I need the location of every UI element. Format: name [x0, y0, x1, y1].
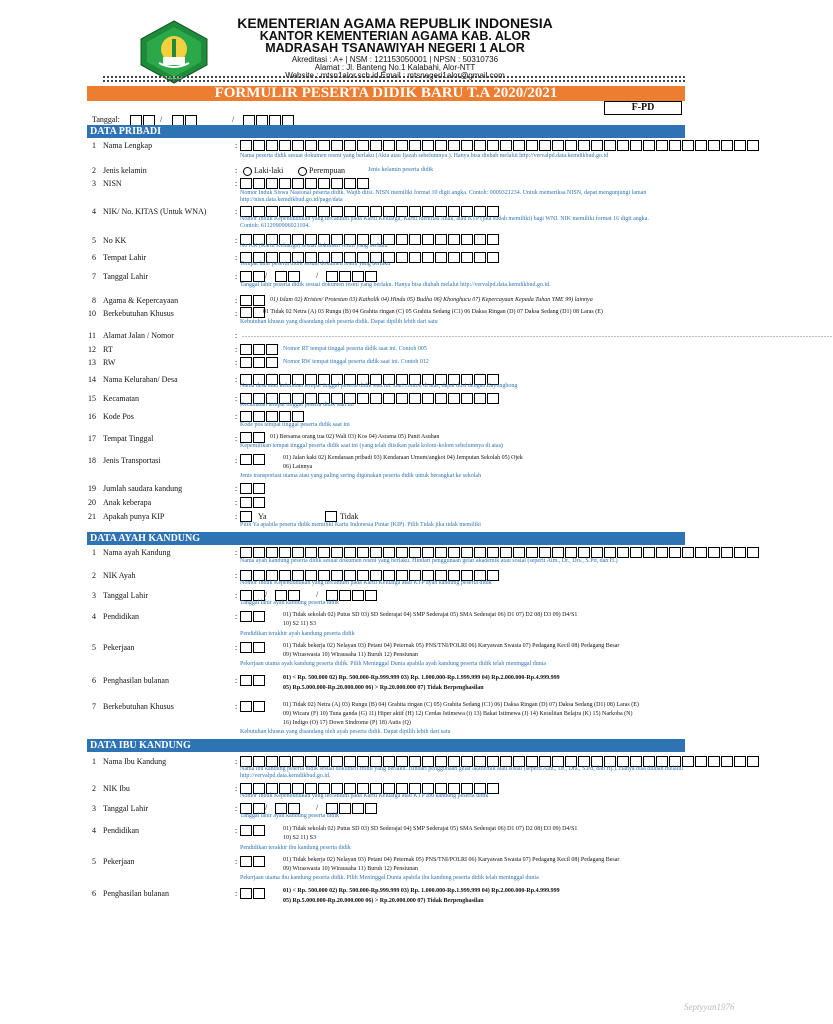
pendidikan-ibu-label: Pendidikan: [103, 826, 139, 835]
date-slash: /: [265, 271, 268, 280]
watermark: Septyyan1976: [684, 1002, 735, 1012]
field-number: 5: [92, 643, 96, 652]
colon: :: [235, 484, 238, 493]
school-title: MADRASAH TSANAWIYAH NEGERI 1 ALOR: [265, 41, 525, 55]
contact-line: Website : mtsn1alor.sch.id Email : mtsnegeri1alor@gmail.com: [285, 71, 505, 80]
svg-text:KEMENTERIAN AGAMA: KEMENTERIAN AGAMA: [149, 75, 199, 80]
rt-hint: Nomor RT tempat tinggal peserta didik saat ini. Contoh 005: [283, 346, 427, 352]
colon: :: [235, 498, 238, 507]
field-number: 14: [88, 375, 96, 384]
berkebutuhan-ayah-options-3: 16) Indigo (O) 17) Down Sindrome (P) 18) Autis (Q): [283, 720, 411, 726]
field-number: 2: [92, 571, 96, 580]
field-number: 7: [92, 272, 96, 281]
pendidikan-ayah-options-2: 10) S2 11) S3: [283, 621, 316, 627]
transportasi-hint: Jenis transportasi utama atau yang paling sering digunakan peserta didik untuk berangkat ke sekolah: [240, 473, 482, 479]
nisn-hint: Nomor Induk Siswa Nasional peserta didik. Wajib diisi. NISN memiliki format 10 digit angka. Contoh: 0009321234. Untuk memeriksa NISN, dapat mengunjungi laman http://nisn.data.kemdikbud.go.id/page/data: [240, 190, 647, 203]
field-number: 1: [92, 548, 96, 557]
kip-ya-label: Ya: [258, 512, 267, 521]
colon: :: [235, 591, 238, 600]
section-data-ibu: DATA IBU KANDUNG: [87, 739, 685, 752]
agama-options: 01) Islam 02) Kristen/ Protestan 03) Katholik 04) Hindu 05) Budha 06) Khonghucu 07) Kepercayaan Kepada Tuhan YME 99) lainnya: [270, 297, 593, 303]
jumlah-saudara-label: Jumlah saudara kandung: [103, 484, 183, 493]
field-number: 3: [92, 804, 96, 813]
kode-pos-label: Kode Pos: [103, 412, 134, 421]
radio-icon[interactable]: [298, 167, 307, 176]
agama-boxes[interactable]: [240, 295, 266, 306]
jenis-kelamin-label: Jenis kelamin: [103, 166, 147, 175]
field-number: 19: [88, 484, 96, 493]
transportasi-label: Jenis Transportasi: [103, 456, 161, 465]
colon: :: [235, 394, 238, 403]
field-number: 6: [92, 676, 96, 685]
field-number: 15: [88, 394, 96, 403]
berkebutuhan-ayah-label: Berkebutuhan Khusus: [103, 702, 174, 711]
berkebutuhan-hint: Kebutuhan khusus yang disandang oleh peserta didik. Dapat dipilih lebih dari satu: [240, 319, 438, 325]
tempat-tinggal-options: 01) Bersama orang tua 02) Wali 03) Kos 04) Asrama 05) Panti Asuhan: [270, 434, 440, 440]
accreditation-line: Akreditasi : A+ | NSM : 121153050001 | NPSN : 50310736: [291, 55, 499, 64]
tanggal-lahir-hint: Tanggal lahir peserta didik sesuai dokumen resmi yang berlaku. Hanya bisa diubah melalui http://vervalpd.data.kemdikbud.go.id.: [240, 282, 551, 288]
nama-lengkap-hint: Nama peserta didik sesuai dokumen resmi yang berlaku (Akta atau Ijazah sebelumnya ). Hanya bisa diubah melalui http://vervalpd.data.kemdikbud.go.id: [240, 153, 609, 159]
field-number: 1: [92, 141, 96, 150]
transportasi-options: 01) Jalan kaki 02) Kendaraan pribadi 03) Kendaraan Umum/angkot 04) Jemputan Sekolah 05) Ojek: [283, 455, 523, 461]
address-line: Alamat : Jl. Banteng No.1 Kalabahi, Alor-NTT: [314, 63, 476, 72]
field-number: 3: [92, 179, 96, 188]
no-kk-label: No KK: [103, 236, 127, 245]
field-number: 2: [92, 784, 96, 793]
date-slash: /: [232, 115, 235, 124]
nama-lengkap-label: Nama Lengkap: [103, 141, 153, 150]
anak-keberapa-label: Anak keberapa: [103, 498, 152, 507]
alamat-fill-line[interactable]: .....................................................................................................................................................................................................: [242, 330, 833, 339]
pekerjaan-ayah-boxes[interactable]: [240, 642, 266, 653]
pekerjaan-ayah-hint: Pekerjaan utama ayah kandung peserta didik. Pilih Meninggal Dunia apabila ayah kandung peserta didik telah meninggal dunia: [240, 661, 547, 667]
pendidikan-ayah-boxes[interactable]: [240, 611, 266, 622]
pekerjaan-ibu-options-2: 09) Wiraswasta 10) Wirausaha 11) Buruh 12) Pensiunan: [283, 866, 418, 872]
transportasi-boxes[interactable]: [240, 454, 266, 465]
section-data-pribadi: DATA PRIBADI: [87, 125, 685, 138]
tempat-lahir-label: Tempat Lahir: [103, 253, 147, 262]
agama-label: Agama & Kepercayaan: [103, 296, 179, 305]
rt-boxes[interactable]: [240, 344, 279, 355]
field-number: 10: [88, 309, 96, 318]
tempat-tinggal-hint: Kepemilikan tempat tinggal peserta didik saat ini (yang telah diisikan pada kolom-kolom sebelumnya di atas): [240, 443, 503, 449]
penghasilan-ayah-options: 01) < Rp. 500.000 02) Rp. 500.000-Rp.999.999 03) Rp. 1.000.000-Rp.1.999.999 04) Rp.2.000.000-Rp.4.999.999: [283, 675, 560, 681]
penghasilan-ibu-options: 01) < Rp. 500.000 02) Rp. 500.000-Rp.999.999 03) Rp. 1.000.000-Rp.1.999.999 04) Rp.2.000.000-Rp.4.999.999: [283, 888, 560, 894]
field-number: 4: [92, 612, 96, 621]
field-number: 21: [88, 512, 96, 521]
nik-ibu-label: NIK Ibu: [103, 784, 130, 793]
nik-ayah-hint: Nomor Induk Kependudukan yang tercantum pada Kartu Keluarga atau KTP ayah kandung peserta didik: [240, 580, 492, 586]
colon: :: [235, 456, 238, 465]
nisn-label: NISN: [103, 179, 122, 188]
colon: :: [235, 571, 238, 580]
colon: :: [235, 412, 238, 421]
field-number: 5: [92, 857, 96, 866]
pendidikan-ayah-label: Pendidikan: [103, 612, 139, 621]
field-number: 16: [88, 412, 96, 421]
kecamatan-label: Kecamatan: [103, 394, 139, 403]
kip-label: Apakah punya KIP: [103, 512, 165, 521]
anak-keberapa-boxes[interactable]: [240, 497, 266, 508]
pendidikan-ibu-boxes[interactable]: [240, 825, 266, 836]
berkebutuhan-ayah-options: 01) Tidak 02) Netra (A) 03) Rungu (B) 04) Grahita ringan (C) 05) Grahita Sedang (C1) 06) Daksa Ringan (D) 07) Daksa Sedang (D1) 08) Laras (E): [283, 702, 639, 708]
kode-pos-hint: Kode pos tempat tinggal peserta didik saat ini: [240, 422, 350, 428]
nama-ayah-boxes[interactable]: [240, 547, 760, 558]
colon: :: [235, 757, 238, 766]
penghasilan-ayah-boxes[interactable]: [240, 675, 266, 686]
field-number: 5: [92, 236, 96, 245]
colon: :: [235, 141, 238, 150]
colon: :: [235, 207, 238, 216]
date-slash: /: [160, 115, 163, 124]
field-number: 12: [88, 345, 96, 354]
penghasilan-ayah-label: Penghasilan bulanan: [103, 676, 169, 685]
header-divider: [103, 76, 685, 78]
penghasilan-ibu-label: Penghasilan bulanan: [103, 889, 169, 898]
colon: :: [235, 804, 238, 813]
nama-lengkap-boxes[interactable]: [240, 140, 760, 151]
jenis-kelamin-hint: Jenis kelamin peserta didik: [368, 167, 434, 173]
field-number: 3: [92, 591, 96, 600]
colon: :: [235, 331, 238, 340]
pekerjaan-ibu-label: Pekerjaan: [103, 857, 135, 866]
form-code: F-PD: [604, 101, 682, 115]
kelurahan-hint: Nama desa atau kelurahan tempat tinggal peserta didik saat ini. Dari contoh di atas, dapat diisi dengan Bayongbong: [240, 383, 518, 389]
colon: :: [235, 612, 238, 621]
colon: :: [235, 345, 238, 354]
penghasilan-ibu-options-2: 05) Rp.5.000.000-Rp.20.000.000 06) > Rp.20.000.000 07) Tidak Berpenghasilan: [283, 898, 484, 904]
colon: :: [235, 434, 238, 443]
no-kk-hint: No KK (Kartu Keluarga) sesuai dokumen resmi yang berlaku: [240, 243, 388, 249]
pendidikan-ayah-hint: Pendidikan terakhir ayah kandung peserta didik: [240, 631, 355, 637]
nama-ayah-label: Nama ayah Kandung: [103, 548, 171, 557]
kip-ya-box[interactable]: [240, 511, 253, 522]
field-number: 4: [92, 826, 96, 835]
colon: :: [235, 166, 238, 175]
colon: :: [235, 889, 238, 898]
field-number: 17: [88, 434, 96, 443]
colon: :: [235, 548, 238, 557]
field-number: 6: [92, 253, 96, 262]
colon: :: [235, 643, 238, 652]
berkebutuhan-khusus-label: Berkebutuhan Khusus: [103, 309, 174, 318]
pekerjaan-ibu-options: 01) Tidak bekerja 02) Nelayan 03) Petani 04) Peternak 05) PNS/TNI/POLRI 06) Karyawan Swasta 07) Pedagang Kecil 08) Pedagang Besar: [283, 857, 620, 863]
berkebutuhan-ayah-hint: Kebutuhan khusus yang disandang oleh ayah peserta didik. Dapat dipilih lebih dari satu: [240, 729, 451, 735]
field-number: 11: [88, 331, 96, 340]
pendidikan-ibu-hint: Pendidikan terakhir ibu kandung peserta didik: [240, 845, 351, 851]
kip-tidak-label: Tidak: [340, 512, 359, 521]
rw-hint: Nomor RW tempat tinggal peserta didik saat ini. Contoh 012: [283, 359, 429, 365]
field-number: 4: [92, 207, 96, 216]
kode-pos-boxes[interactable]: [240, 411, 305, 422]
nik-hint: Nomor Induk Kependudukan yang tercantum pada Kartu Keluarga, Kartu Identitas Anak, atau KTP (jika sudah memiliki) bagi WNI. NIK memiliki format 16 digit angka. Contoh: 6112090906021104.: [240, 216, 649, 229]
colon: :: [235, 236, 238, 245]
rw-boxes[interactable]: [240, 357, 279, 368]
tgl-lahir-ayah-label: Tanggal Lahir: [103, 591, 148, 600]
radio-icon[interactable]: [243, 167, 252, 176]
perempuan-option[interactable]: Perempuan: [298, 166, 345, 176]
field-number: 18: [88, 456, 96, 465]
penghasilan-ibu-boxes[interactable]: [240, 888, 266, 899]
pekerjaan-ayah-options-2: 09) Wiraswasta 10) Wirausaha 11) Buruh 12) Pensiunan: [283, 652, 418, 658]
kip-tidak-box[interactable]: [325, 511, 338, 522]
laki-laki-option[interactable]: Laki-laki: [243, 166, 283, 176]
kip-hint: Pilih Ya apabila peserta didik memiliki Kartu Indonesia Pintar (KIP). Pilih Tidak jika tidak memiliki: [240, 522, 481, 528]
pekerjaan-ayah-label: Pekerjaan: [103, 643, 135, 652]
pendidikan-ibu-options: 01) Tidak sekolah 02) Putus SD 03) SD Sederajat 04) SMP Sederajat 05) SMA Sederajat 06) D1 07) D2 08) D3 09) D4/S1: [283, 826, 578, 832]
transportasi-options-2: 06) Lainnya: [283, 464, 313, 470]
ministry-title: KEMENTERIAN AGAMA REPUBLIK INDONESIA: [237, 15, 553, 31]
field-number: 7: [92, 702, 96, 711]
letterhead: [0, 14, 768, 84]
jumlah-saudara-boxes[interactable]: [240, 483, 266, 494]
tgl-lahir-ayah-hint: Tanggal lahir ayah kandung peserta didik: [240, 600, 340, 606]
colon: :: [235, 253, 238, 262]
alamat-label: Alamat Jalan / Nomor: [103, 331, 174, 340]
header-divider-2: [103, 80, 685, 82]
kelurahan-label: Nama Kelurahan/ Desa: [103, 375, 178, 384]
penghasilan-ayah-options-2: 05) Rp.5.000.000-Rp.20.000.000 06) > Rp.20.000.000 07) Tidak Berpenghasilan: [283, 685, 484, 691]
pekerjaan-ibu-hint: Pekerjaan utama ibu kandung peserta didik. Pilih Meninggal Dunia apabila ibu kandung peserta didik telah meninggal dunia: [240, 875, 539, 881]
field-number: 6: [92, 889, 96, 898]
tempat-tinggal-label: Tempat Tinggal: [103, 434, 154, 443]
tgl-lahir-month-boxes[interactable]: [275, 271, 301, 282]
colon: :: [235, 702, 238, 711]
nik-label: NIK/ No. KITAS (Untuk WNA): [103, 207, 207, 216]
colon: :: [235, 179, 238, 188]
colon: :: [235, 512, 238, 521]
tanggal-lahir-label: Tanggal Lahir: [103, 272, 148, 281]
colon: :: [235, 296, 238, 305]
date-slash: /: [316, 590, 319, 599]
section-data-ayah: DATA AYAH KANDUNG: [87, 532, 685, 545]
date-slash: /: [265, 803, 268, 812]
nisn-boxes[interactable]: [240, 178, 370, 189]
field-number: 8: [92, 296, 96, 305]
nik-ayah-label: NIK Ayah: [103, 571, 136, 580]
tanggal-label: Tanggal:: [92, 115, 120, 124]
berkebutuhan-ayah-options-2: 09) Wicara (F) 10) Tuna ganda (G) 11) Hiper aktif (H) 12) Cerdas Istimewa (i) 13) Bakat Istimewa (J) 14) Kesulitan Belajra (K) 15) Narkoba (N): [283, 711, 633, 717]
tgl-lahir-day-boxes[interactable]: [240, 271, 266, 282]
tgl-lahir-year-boxes[interactable]: [326, 271, 378, 282]
tgl-lahir-ibu-hint: Tanggal lahir ayah kandung peserta didik: [240, 813, 340, 819]
tgl-lahir-ibu-label: Tanggal Lahir: [103, 804, 148, 813]
colon: :: [235, 272, 238, 281]
field-number: 2: [92, 166, 96, 175]
field-number: 13: [88, 358, 96, 367]
tempat-tinggal-boxes[interactable]: [240, 432, 266, 443]
tempat-lahir-hint: Tempat lahir peserta didik sesuai dokumen resmi yang berlaku: [240, 261, 391, 267]
colon: :: [235, 857, 238, 866]
rt-label: RT: [103, 345, 113, 354]
colon: :: [235, 826, 238, 835]
nama-ibu-label: Nama Ibu Kandung: [103, 757, 167, 766]
colon: :: [235, 375, 238, 384]
pekerjaan-ayah-options: 01) Tidak bekerja 02) Nelayan 03) Petani 04) Peternak 05) PNS/TNI/POLRI 06) Karyawan Swasta 07) Pedagang Kecil 08) Pedagang Besar: [283, 643, 620, 649]
date-slash: /: [316, 803, 319, 812]
colon: :: [235, 309, 238, 318]
nama-ayah-hint: Nama ayah kandung peserta didik sesuai dokumen resmi yang berlaku. Hindari penggunaan gelar akademik atau sosial (seperti Alm., Dr., Drs., S.Pd, dan H.): [240, 558, 618, 564]
nama-ibu-hint: Nama ibu kandung peserta didik sesuai dokumen resmi yang berlaku. Hindari penggunaan gelar akademik atau sosial (seperti Alm., Dr., Dra., S.Pd, dan Hj.). Hanya bisa diubah melalui http://vervalpd.data.kemdikbud.go.id.: [240, 766, 684, 779]
field-number: 1: [92, 757, 96, 766]
berkebutuhan-options: 01 Tidak 02 Netra (A) 03 Rungu (B) 04 Grahita ringan (C) 05 Grahita Sedang (C1) 06 Daksa Ringan (D) 07 Daksa Sedang (D1) 08 Laras (E): [263, 309, 603, 315]
colon: :: [235, 676, 238, 685]
nik-ibu-hint: Nomor Induk Kependudukan yang tercantum pada Kartu Keluarga atau KTP Ibu kandung peserta didik: [240, 793, 489, 799]
form-title: FORMULIR PESERTA DIDIK BARU T.A 2020/2021: [87, 86, 685, 101]
date-slash: /: [265, 590, 268, 599]
colon: :: [235, 358, 238, 367]
pendidikan-ibu-options-2: 10) S2 11) S3: [283, 835, 316, 841]
field-number: 20: [88, 498, 96, 507]
pekerjaan-ibu-boxes[interactable]: [240, 856, 266, 867]
berkebutuhan-ayah-boxes[interactable]: [240, 701, 266, 712]
colon: :: [235, 784, 238, 793]
pendidikan-ayah-options: 01) Tidak sekolah 02) Putus SD 03) SD Sederajat 04) SMP Sederajat 05) SMA Sederajat 06) D1 07) D2 08) D3 09) D4/S1: [283, 612, 578, 618]
rw-label: RW: [103, 358, 116, 367]
date-slash: /: [316, 271, 319, 280]
kecamatan-hint: Kecamatan tempat tinggal peserta didik saat ini: [240, 402, 354, 408]
office-title: KANTOR KEMENTERIAN AGAMA KAB. ALOR: [259, 29, 531, 43]
